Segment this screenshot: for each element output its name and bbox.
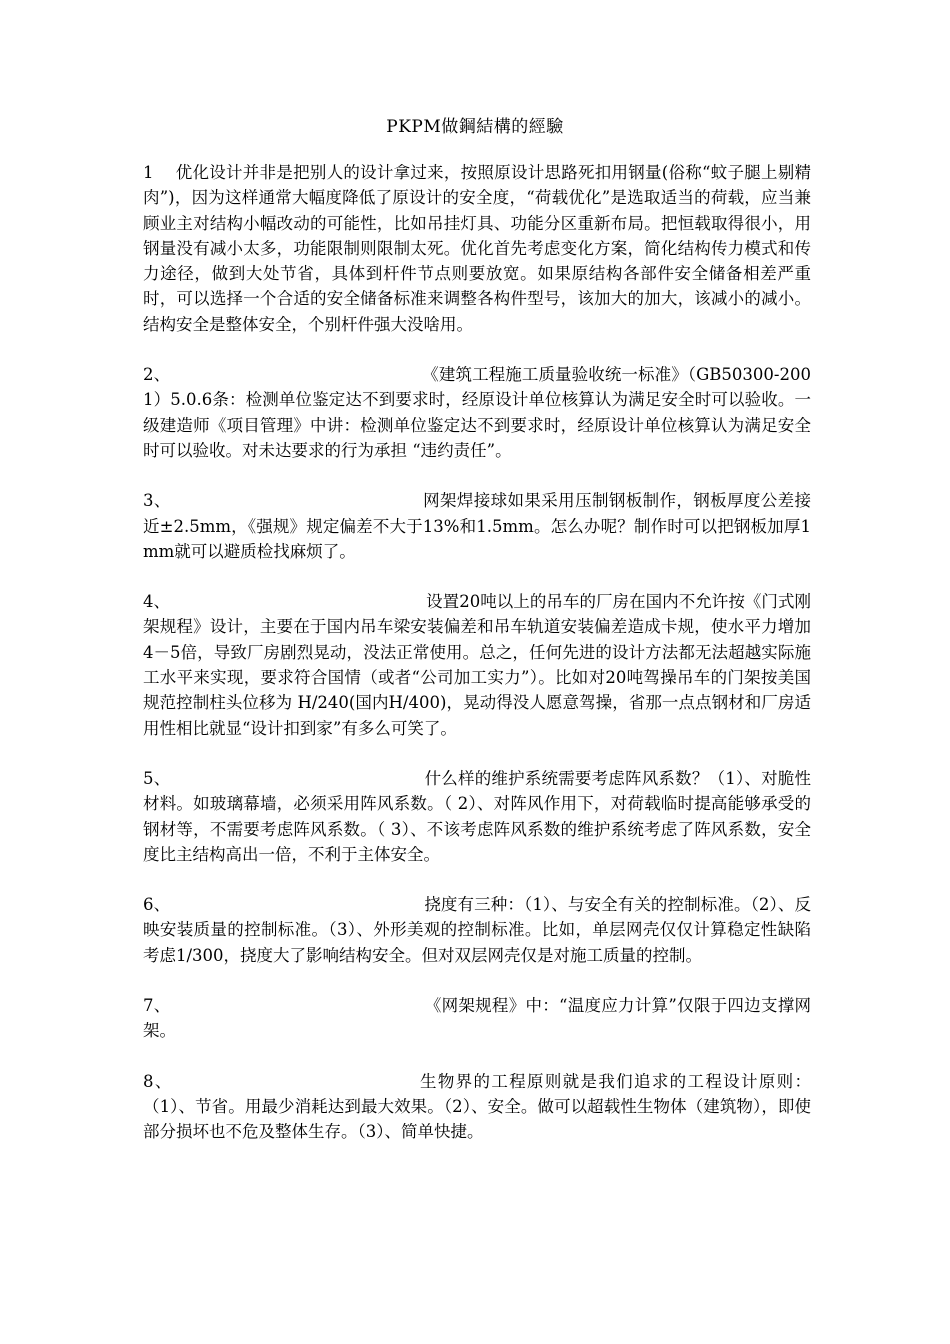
paragraph-number: 6、	[143, 895, 171, 915]
document-body	[143, 160, 811, 1170]
paragraph-number: 2、	[143, 365, 171, 385]
paragraph-number: 4、	[143, 592, 171, 612]
paragraph-number: 1	[143, 163, 154, 182]
paragraph-text: 优化设计并非是把别人的设计拿过来，按照原设计思路死扣用钢量(俗称“蚊子腿上剔精肉”)，因为这样通常大幅度降低了原设计的安全度，“荷载优化”是选取适当的荷载，应当兼顾业主对结构小幅改动的可能性，比如吊挂灯具、功能分区重新布局。把恒载取得很小，用钢量没有减小太多，功能限制则限制太死。优化首先考虑变化方案，简化结构传力模式和传力途径，做到大处节省，具体到杆件节点则要放宽。如果原结构各部件安全储备相差严重时，可以选择一个合适的安全储备标准来调整各构件型号，该加大的加大，该减小的减小。结构安全是整体安全，个别杆件强大没啥用。	[143, 163, 811, 334]
paragraph-text: 网架焊接球如果采用压制钢板制作，钢板厚度公差接近±2.5mm，《强规》规定偏差不大于13%和1.5mm。怎么办呢？制作时可以把钢板加厚1mm就可以避质检找麻烦了。	[143, 491, 812, 561]
paragraph-1	[143, 160, 811, 337]
paragraph-3	[143, 488, 811, 564]
paragraph-2	[143, 362, 811, 463]
paragraph-text: 什么样的维护系统需要考虑阵风系数？（1）、对脆性材料。如玻璃幕墙，必须采用阵风系数。（ 2）、对阵风作用下，对荷载临时提高能够承受的钢材等，不需要考虑阵风系数。（ 3）、不该考虑阵风系数的维护系统考虑了阵风系数，安全度比主结构高出一倍，不利于主体安全。	[143, 768, 812, 864]
paragraph-text: 生物界的工程原则就是我们追求的工程设计原则：（1）、节省。用最少消耗达到最大效果。（2）、安全。做可以超载性生物体（建筑物），即使部分损坏也不危及整体生存。（3）、简单快捷。	[143, 1071, 812, 1142]
paragraph-text: 《网架规程》中：“温度应力计算”仅限于四边支撑网架。	[143, 996, 811, 1041]
paragraph-text: 《建筑工程施工质量验收统一标准》（GB50300-2001）5.0.6条：检测单位鉴定达不到要求时，经原设计单位核算认为满足安全时可以验收。一级建造师《项目管理》中讲：检测单位鉴定达不到要求时，经原设计单位核算认为满足安全时可以验收。对未达要求的行为承担 “违约责任”。	[143, 365, 811, 460]
document-title: PKPM做鋼結構的經驗	[386, 117, 564, 137]
paragraph-number: 5、	[143, 768, 171, 788]
paragraph-4	[143, 589, 811, 741]
paragraph-number: 8、	[143, 1071, 173, 1091]
paragraph-number: 3、	[143, 491, 171, 511]
paragraph-text: 挠度有三种：（1）、与安全有关的控制标准。（2）、反映安装质量的控制标准。（3）、外形美观的控制标准。比如，单层网壳仅仅计算稳定性缺陷考虑1/300，挠度大了影响结构安全。但对双层网壳仅是对施工质量的控制。	[143, 895, 812, 965]
paragraph-number: 7、	[143, 996, 171, 1016]
paragraph-8	[143, 1069, 811, 1145]
paragraph-5	[143, 766, 811, 867]
paragraph-7	[143, 993, 811, 1044]
paragraph-text: 设置20吨以上的吊车的厂房在国内不允许按《门式刚架规程》设计，主要在于国内吊车梁安装偏差和吊车轨道安装偏差造成卡规，使水平力增加4－5倍，导致厂房剧烈晃动，没法正常使用。总之，任何先进的设计方法都无法超越实际施工水平来实现，要求符合国情（或者“公司加工实力”）。比如对20吨驾操吊车的门架按美国规范控制柱头位移为 H/240(国内H/400)，晃动得没人愿意驾操，省那一点点钢材和厂房适用性相比就显“设计扣到家”有多么可笑了。	[143, 592, 811, 738]
paragraph-6	[143, 892, 811, 968]
